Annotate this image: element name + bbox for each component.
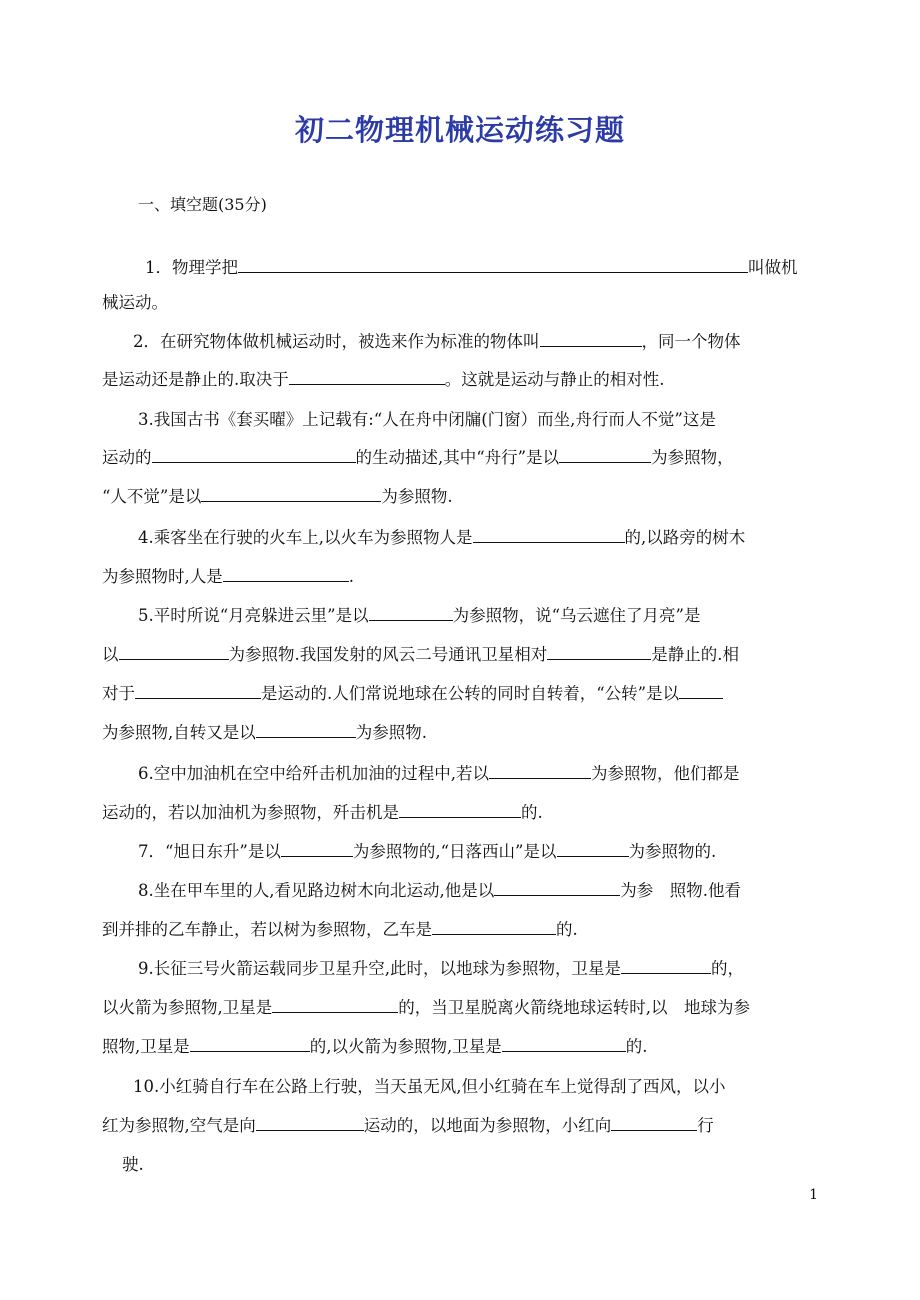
question-3	[138, 406, 716, 430]
text: 。这就是运动与静止的相对性.	[444, 370, 665, 389]
question-3-cont2	[102, 483, 453, 507]
text: 7．“旭日东升”是以	[138, 842, 281, 861]
text: 8.坐在甲车里的人,看见路边树木向北运动,他是以	[138, 881, 495, 900]
text: 的生动描述,其中“舟行”是以	[355, 448, 560, 467]
text: 到并排的乙车静止，若以树为参照物，乙车是	[102, 920, 432, 939]
answer-blank[interactable]	[152, 447, 356, 463]
text: 为参照物的,“日落西山”是以	[352, 842, 557, 861]
section-heading: 一、填空题(35分)	[138, 195, 267, 214]
answer-blank[interactable]	[201, 486, 381, 502]
question-1	[145, 254, 798, 278]
text: ，同一个物体	[641, 332, 741, 351]
answer-blank[interactable]	[494, 880, 620, 896]
text: 是运动还是静止的.取决于	[102, 370, 289, 389]
answer-blank[interactable]	[559, 447, 651, 463]
text: 运动的，以地面为参照物，小红向	[363, 1116, 612, 1135]
page-title: 初二物理机械运动练习题	[294, 113, 625, 147]
answer-blank[interactable]	[135, 683, 261, 699]
answer-blank[interactable]	[473, 527, 625, 543]
text: 械运动。	[102, 293, 168, 312]
answer-blank[interactable]	[256, 1115, 364, 1131]
text: 为参照物.我国发射的风云二号通讯卫星相对	[228, 645, 548, 664]
answer-blank[interactable]	[557, 841, 629, 857]
text: 为参照物的.	[628, 842, 717, 861]
text: 的，当卫星脱离火箭绕地球运转时,以 地球为参	[398, 998, 750, 1017]
page-number: 1	[809, 1187, 818, 1203]
text: 的.	[556, 920, 578, 939]
question-9-cont2	[102, 1033, 648, 1057]
answer-blank[interactable]	[432, 919, 556, 935]
answer-blank[interactable]	[119, 644, 229, 660]
text: 为参照物,自转又是以	[102, 723, 256, 742]
question-5-cont	[102, 641, 739, 665]
text: 3.我国古书《套买曜》上记载有:“人在舟中闭牖(门窗）而坐,舟行而人不觉”这是	[138, 410, 716, 429]
text: 对于	[102, 684, 135, 703]
question-9-cont	[102, 994, 750, 1018]
text: 10.小红骑自行车在公路上行驶，当天虽无风,但小红骑在车上觉得刮了西风，以小	[133, 1077, 726, 1096]
question-6	[138, 760, 740, 784]
text: 6.空中加油机在空中给歼击机加油的过程中,若以	[138, 764, 489, 783]
answer-blank[interactable]	[281, 841, 353, 857]
text: 2．在研究物体做机械运动时，被选来作为标准的物体叫	[133, 332, 540, 351]
question-2	[133, 328, 741, 352]
answer-blank[interactable]	[679, 683, 723, 699]
text: 为参照物.	[381, 487, 453, 506]
text: 9.长征三号火箭运载同步卫星升空,此时，以地球为参照物，卫星是	[138, 959, 621, 978]
question-5-cont3	[102, 719, 427, 743]
question-10	[133, 1073, 726, 1097]
question-9	[138, 955, 744, 979]
answer-blank[interactable]	[369, 605, 453, 621]
text: 的,以火箭为参照物,卫星是	[309, 1037, 502, 1056]
answer-blank[interactable]	[256, 722, 356, 738]
text: 以	[102, 645, 119, 664]
question-8	[138, 877, 741, 901]
answer-blank[interactable]	[621, 958, 711, 974]
question-7	[138, 838, 716, 862]
answer-blank[interactable]	[399, 802, 521, 818]
question-2-cont	[102, 366, 665, 390]
text: 5.平时所说“月亮躲进云里”是以	[138, 606, 369, 625]
text: 为参照物，	[651, 448, 734, 467]
answer-blank[interactable]	[223, 566, 349, 582]
text: 4.乘客坐在行驶的火车上,以火车为参照物人是	[138, 528, 473, 547]
answer-blank[interactable]	[547, 644, 651, 660]
text: 为参 照物.他看	[620, 881, 741, 900]
text: 为参照物，说“乌云遮住了月亮”是	[452, 606, 701, 625]
text: 以火箭为参照物,卫星是	[102, 998, 273, 1017]
text: 运动的，若以加油机为参照物，歼击机是	[102, 803, 399, 822]
text: 的.	[625, 1037, 648, 1056]
question-5-cont2	[102, 680, 723, 704]
question-6-cont	[102, 799, 543, 823]
text: 照物,卫星是	[102, 1037, 190, 1056]
text: 为参照物时,人是	[102, 567, 223, 586]
question-5	[138, 602, 701, 626]
text: 叫做机	[748, 258, 798, 277]
text: 是静止的.相	[651, 645, 739, 664]
answer-blank[interactable]	[611, 1115, 697, 1131]
text: 行	[697, 1116, 714, 1135]
answer-blank[interactable]	[238, 257, 748, 273]
text: 是运动的.人们常说地球在公转的同时自转着，“公转”是以	[261, 684, 680, 703]
text: 为参照物，他们都是	[591, 764, 740, 783]
question-10-cont	[102, 1112, 714, 1136]
text: 的，	[711, 959, 744, 978]
text: 红为参照物,空气是向	[102, 1116, 256, 1135]
text: 的.	[521, 803, 543, 822]
answer-blank[interactable]	[289, 369, 445, 385]
answer-blank[interactable]	[272, 997, 398, 1013]
question-1-cont	[102, 289, 168, 313]
question-4-cont	[102, 563, 354, 587]
answer-blank[interactable]	[502, 1036, 626, 1052]
text: 的,以路旁的树木	[624, 528, 746, 547]
answer-blank[interactable]	[540, 331, 642, 347]
answer-blank[interactable]	[190, 1036, 310, 1052]
question-4	[138, 524, 745, 548]
text: 驶.	[122, 1155, 144, 1174]
text: 1．物理学把	[145, 258, 238, 277]
answer-blank[interactable]	[489, 763, 591, 779]
question-8-cont	[102, 916, 578, 940]
question-10-cont2	[122, 1151, 144, 1175]
text: .	[348, 567, 354, 586]
text: “人不觉”是以	[102, 487, 202, 506]
question-3-cont	[102, 444, 734, 468]
text: 为参照物.	[355, 723, 427, 742]
text: 运动的	[102, 448, 152, 467]
